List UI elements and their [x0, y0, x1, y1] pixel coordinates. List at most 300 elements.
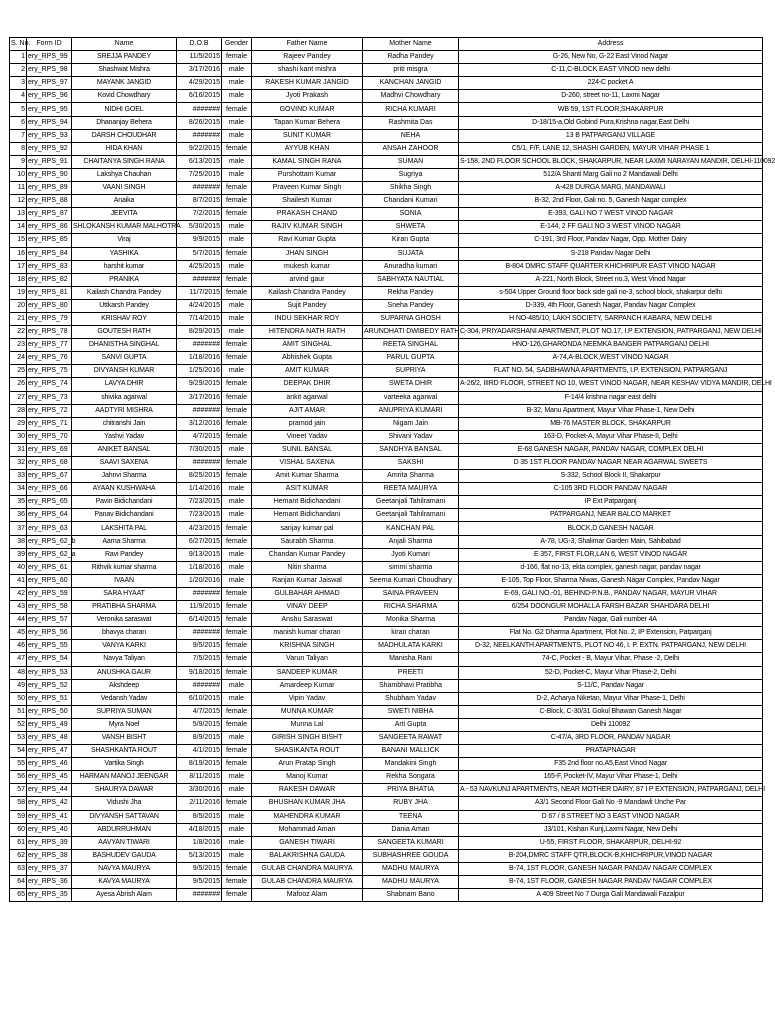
cell-dob[interactable]: 6/27/2015: [177, 535, 222, 548]
cell-dob[interactable]: 6/14/2015: [177, 614, 222, 627]
cell-name[interactable]: GOUTESH RATH: [72, 326, 177, 339]
cell-mother-name[interactable]: priti misgra: [363, 64, 459, 77]
cell-father-name[interactable]: JHAN SINGH: [252, 247, 363, 260]
cell-form-id[interactable]: ery_RPS_55: [27, 640, 72, 653]
cell-form-id[interactable]: ery_RPS_52: [27, 679, 72, 692]
cell-gender[interactable]: female: [222, 640, 252, 653]
cell-mother-name[interactable]: TEENA: [363, 810, 459, 823]
cell-address[interactable]: G-26, New No, G-22 East Vinod Nagar: [459, 51, 763, 64]
cell-mother-name[interactable]: RICHA KUMARI: [363, 103, 459, 116]
cell-dob[interactable]: 11/9/2015: [177, 601, 222, 614]
cell-mother-name[interactable]: Shambhavi Pratibha: [363, 679, 459, 692]
cell-sno[interactable]: 59: [10, 810, 27, 823]
cell-mother-name[interactable]: Rekha Songara: [363, 771, 459, 784]
cell-form-id[interactable]: ery_RPS_95: [27, 103, 72, 116]
cell-mother-name[interactable]: Shivani Yadav: [363, 430, 459, 443]
cell-address[interactable]: C-191, 3rd Floor, Pandav Nagar, Opp. Mother Dairy: [459, 234, 763, 247]
cell-gender[interactable]: female: [222, 627, 252, 640]
cell-father-name[interactable]: Chandan Kumar Pandey: [252, 548, 363, 561]
cell-form-id[interactable]: ery_RPS_83: [27, 260, 72, 273]
cell-mother-name[interactable]: Madhvi Chowdhary: [363, 90, 459, 103]
cell-address[interactable]: Delhi 110092: [459, 718, 763, 731]
cell-address[interactable]: 13 B PATPARGANJ VILLAGE: [459, 129, 763, 142]
cell-mother-name[interactable]: Chandani Kumari: [363, 195, 459, 208]
cell-gender[interactable]: female: [222, 758, 252, 771]
cell-address[interactable]: C5/1, F/F, LANE 12, SHASHI GARDEN, MAYUR VIHAR PHASE 1: [459, 142, 763, 155]
cell-form-id[interactable]: ery_RPS_69: [27, 443, 72, 456]
cell-sno[interactable]: 47: [10, 653, 27, 666]
cell-address[interactable]: A-428 DURGA MARG, MANDAWALI: [459, 182, 763, 195]
cell-form-id[interactable]: ery_RPS_50: [27, 705, 72, 718]
cell-gender[interactable]: male: [222, 823, 252, 836]
cell-gender[interactable]: female: [222, 142, 252, 155]
cell-address[interactable]: MB-76 MASTER BLOCK, SHAKARPUR: [459, 417, 763, 430]
cell-sno[interactable]: 14: [10, 221, 27, 234]
cell-form-id[interactable]: ery_RPS_38: [27, 849, 72, 862]
cell-sno[interactable]: 57: [10, 784, 27, 797]
cell-address[interactable]: D-2, Acharya Niketan, Mayur Vihar Phase-1, Delhi: [459, 692, 763, 705]
cell-father-name[interactable]: Ravi Kumar Gupta: [252, 234, 363, 247]
cell-dob[interactable]: 7/14/2015: [177, 312, 222, 325]
cell-form-id[interactable]: ery_RPS_63: [27, 522, 72, 535]
cell-father-name[interactable]: KAMAL SINGH RANA: [252, 155, 363, 168]
cell-name[interactable]: chitranshi Jain: [72, 417, 177, 430]
cell-father-name[interactable]: Mohammad Aman: [252, 823, 363, 836]
cell-form-id[interactable]: ery_RPS_73: [27, 391, 72, 404]
cell-gender[interactable]: male: [222, 574, 252, 587]
cell-dob[interactable]: 1/25/2016: [177, 365, 222, 378]
cell-dob[interactable]: 4/29/2015: [177, 77, 222, 90]
cell-name[interactable]: Aarna Sharma: [72, 535, 177, 548]
cell-mother-name[interactable]: Geetanjali Tahilramani: [363, 496, 459, 509]
cell-father-name[interactable]: Purshottam Kumar: [252, 168, 363, 181]
cell-dob[interactable]: 1/8/2016: [177, 836, 222, 849]
cell-name[interactable]: KRISHAV ROY: [72, 312, 177, 325]
cell-address[interactable]: 6/254 DOONGUR MOHALLA FARSH BAZAR SHAHDARA DELHI: [459, 601, 763, 614]
cell-dob[interactable]: #######: [177, 679, 222, 692]
cell-form-id[interactable]: ery_RPS_88: [27, 195, 72, 208]
cell-father-name[interactable]: GULBAHAR AHMAD: [252, 587, 363, 600]
cell-father-name[interactable]: ASIT KUMAR: [252, 483, 363, 496]
cell-gender[interactable]: female: [222, 535, 252, 548]
cell-name[interactable]: Vedansh Yadav: [72, 692, 177, 705]
cell-address[interactable]: E-105, Top Floor, Sharma Niwas, Ganesh Nagar Complex, Pandav Nagar: [459, 574, 763, 587]
cell-form-id[interactable]: ery_RPS_78: [27, 326, 72, 339]
cell-dob[interactable]: 4/25/2015: [177, 260, 222, 273]
cell-father-name[interactable]: RAJIV KUMAR SINGH: [252, 221, 363, 234]
cell-mother-name[interactable]: PREETI: [363, 666, 459, 679]
cell-name[interactable]: NAVYA MAURYA: [72, 862, 177, 875]
cell-form-id[interactable]: ery_RPS_47: [27, 745, 72, 758]
cell-mother-name[interactable]: Manisha Rani: [363, 653, 459, 666]
cell-gender[interactable]: male: [222, 326, 252, 339]
cell-sno[interactable]: 2: [10, 64, 27, 77]
cell-gender[interactable]: male: [222, 260, 252, 273]
cell-gender[interactable]: female: [222, 286, 252, 299]
cell-address[interactable]: d-166, flat no-13, ekta complex, ganesh nagar, pandav nagar: [459, 561, 763, 574]
cell-address[interactable]: 52-D, Pocket-C, Mayur Vihar Phase-2, Delhi: [459, 666, 763, 679]
cell-sno[interactable]: 28: [10, 404, 27, 417]
cell-mother-name[interactable]: simmi sharma: [363, 561, 459, 574]
cell-name[interactable]: NIDHI GOEL: [72, 103, 177, 116]
cell-form-id[interactable]: ery_RPS_71: [27, 417, 72, 430]
cell-dob[interactable]: 7/2/2015: [177, 208, 222, 221]
cell-mother-name[interactable]: RUBY JHA: [363, 797, 459, 810]
cell-address[interactable]: C-304, PRIYADARSHANI APARTMENT, PLOT NO.17, I.P EXTENSION, PATPARGANJ, NEW DELHI: [459, 326, 763, 339]
cell-address[interactable]: F35 2nd floor no.A5,East Vinod Nagar: [459, 758, 763, 771]
cell-name[interactable]: Navya Taliyan: [72, 653, 177, 666]
cell-form-id[interactable]: ery_RPS_68: [27, 457, 72, 470]
cell-form-id[interactable]: ery_RPS_45: [27, 771, 72, 784]
cell-father-name[interactable]: ankit agarwal: [252, 391, 363, 404]
cell-mother-name[interactable]: Geetanjali Tahilramani: [363, 509, 459, 522]
cell-dob[interactable]: 7/25/2015: [177, 168, 222, 181]
cell-address[interactable]: A3/1 Second Floor Gali No -9 Mandawli Unche Par: [459, 797, 763, 810]
cell-father-name[interactable]: GOVIND KUMAR: [252, 103, 363, 116]
cell-sno[interactable]: 21: [10, 312, 27, 325]
cell-form-id[interactable]: ery_RPS_40: [27, 823, 72, 836]
cell-name[interactable]: HARMAN MANOJ JEENGAR: [72, 771, 177, 784]
cell-dob[interactable]: 4/23/2015: [177, 522, 222, 535]
cell-address[interactable]: B-74, 1ST FLOOR, GANESH NAGAR PANDAV NAGAR COMPLEX: [459, 862, 763, 875]
cell-gender[interactable]: male: [222, 692, 252, 705]
cell-form-id[interactable]: ery_RPS_90: [27, 168, 72, 181]
cell-dob[interactable]: #######: [177, 587, 222, 600]
cell-name[interactable]: HIDA KHAN: [72, 142, 177, 155]
cell-father-name[interactable]: Arun Pratap Singh: [252, 758, 363, 771]
cell-gender[interactable]: male: [222, 312, 252, 325]
cell-sno[interactable]: 5: [10, 103, 27, 116]
cell-sno[interactable]: 65: [10, 889, 27, 902]
cell-mother-name[interactable]: PARUL GUPTA: [363, 352, 459, 365]
cell-name[interactable]: SANVI GUPTA: [72, 352, 177, 365]
cell-mother-name[interactable]: SUJATA: [363, 247, 459, 260]
cell-dob[interactable]: 9/5/2015: [177, 876, 222, 889]
cell-gender[interactable]: female: [222, 745, 252, 758]
cell-name[interactable]: Ayesa Abrish Alam: [72, 889, 177, 902]
cell-dob[interactable]: 9/5/2015: [177, 640, 222, 653]
cell-dob[interactable]: #######: [177, 182, 222, 195]
cell-mother-name[interactable]: SANGEETA KUMARI: [363, 836, 459, 849]
cell-mother-name[interactable]: Shubham Yadav: [363, 692, 459, 705]
cell-form-id[interactable]: ery_RPS_70: [27, 430, 72, 443]
cell-name[interactable]: DHANISTHA SINGHAL: [72, 339, 177, 352]
cell-sno[interactable]: 15: [10, 234, 27, 247]
cell-sno[interactable]: 62: [10, 849, 27, 862]
cell-dob[interactable]: 3/12/2016: [177, 417, 222, 430]
cell-mother-name[interactable]: ARUNDHATI DWIBEDY RATH: [363, 326, 459, 339]
cell-gender[interactable]: male: [222, 443, 252, 456]
cell-sno[interactable]: 17: [10, 260, 27, 273]
cell-gender[interactable]: female: [222, 889, 252, 902]
cell-mother-name[interactable]: MADHU MAURYA: [363, 876, 459, 889]
cell-form-id[interactable]: ery_RPS_60: [27, 574, 72, 587]
cell-address[interactable]: Pandav Nagar, Gali number 4A: [459, 614, 763, 627]
cell-address[interactable]: C-Block, C-30/31 Gokul Bhawan Ganesh Nagar: [459, 705, 763, 718]
cell-father-name[interactable]: Vipin Yadav: [252, 692, 363, 705]
cell-dob[interactable]: #######: [177, 103, 222, 116]
cell-name[interactable]: LAKSHITA PAL: [72, 522, 177, 535]
cell-name[interactable]: Pavin Bidichandani: [72, 496, 177, 509]
cell-sno[interactable]: 31: [10, 443, 27, 456]
cell-form-id[interactable]: ery_RPS_44: [27, 784, 72, 797]
cell-mother-name[interactable]: SWETA DHIR: [363, 378, 459, 391]
cell-address[interactable]: D-339, 4th Floor, Ganesh Nagar, Pandav Nagar Complex: [459, 299, 763, 312]
cell-dob[interactable]: 8/29/2015: [177, 326, 222, 339]
cell-father-name[interactable]: Munna Lal: [252, 718, 363, 731]
cell-mother-name[interactable]: Shabnam Bano: [363, 889, 459, 902]
cell-mother-name[interactable]: Kiran Gupta: [363, 234, 459, 247]
cell-sno[interactable]: 64: [10, 876, 27, 889]
cell-address[interactable]: E-144, 2 FF GALI NO 3 WEST VINOD NAGAR: [459, 221, 763, 234]
cell-name[interactable]: Anaika: [72, 195, 177, 208]
cell-gender[interactable]: male: [222, 679, 252, 692]
cell-name[interactable]: harshit kumar: [72, 260, 177, 273]
cell-father-name[interactable]: manish kumar charan: [252, 627, 363, 640]
cell-form-id[interactable]: ery_RPS_87: [27, 208, 72, 221]
cell-sno[interactable]: 6: [10, 116, 27, 129]
cell-mother-name[interactable]: SAINA PRAVEEN: [363, 587, 459, 600]
cell-dob[interactable]: #######: [177, 404, 222, 417]
cell-father-name[interactable]: Vineet Yadav: [252, 430, 363, 443]
cell-sno[interactable]: 23: [10, 339, 27, 352]
cell-dob[interactable]: 8/11/2015: [177, 771, 222, 784]
cell-father-name[interactable]: GULAB CHANDRA MAURYA: [252, 862, 363, 875]
cell-dob[interactable]: 5/9/2015: [177, 718, 222, 731]
cell-form-id[interactable]: ery_RPS_81: [27, 286, 72, 299]
cell-address[interactable]: D-260, street no-11, Laxmi Nagar: [459, 90, 763, 103]
cell-form-id[interactable]: ery_RPS_97: [27, 77, 72, 90]
cell-address[interactable]: BLOCK,D GANESH NAGAR: [459, 522, 763, 535]
cell-name[interactable]: Vartika Singh: [72, 758, 177, 771]
cell-father-name[interactable]: INDU SEKHAR ROY: [252, 312, 363, 325]
cell-mother-name[interactable]: MADHULATA KARKI: [363, 640, 459, 653]
cell-name[interactable]: Uttkarsh Pandey: [72, 299, 177, 312]
cell-dob[interactable]: 5/7/2015: [177, 247, 222, 260]
cell-father-name[interactable]: MAHENDRA KUMAR: [252, 810, 363, 823]
cell-gender[interactable]: female: [222, 430, 252, 443]
cell-name[interactable]: Akshdeep: [72, 679, 177, 692]
cell-address[interactable]: A 409 Street No 7 Durga Gali Mandawali Fazalpur: [459, 889, 763, 902]
cell-sno[interactable]: 37: [10, 522, 27, 535]
cell-form-id[interactable]: ery_RPS_82: [27, 273, 72, 286]
cell-address[interactable]: PRATAPNAGAR: [459, 745, 763, 758]
cell-dob[interactable]: 4/7/2015: [177, 705, 222, 718]
cell-form-id[interactable]: ery_RPS_77: [27, 339, 72, 352]
cell-sno[interactable]: 61: [10, 836, 27, 849]
cell-mother-name[interactable]: Anjali Sharma: [363, 535, 459, 548]
cell-father-name[interactable]: SUNIT KUMAR: [252, 129, 363, 142]
cell-form-id[interactable]: ery_RPS_54: [27, 653, 72, 666]
cell-sno[interactable]: 29: [10, 417, 27, 430]
cell-father-name[interactable]: SANDEEP KUMAR: [252, 666, 363, 679]
cell-gender[interactable]: female: [222, 457, 252, 470]
cell-mother-name[interactable]: SAKSHI: [363, 457, 459, 470]
cell-mother-name[interactable]: Amrita Sharma: [363, 470, 459, 483]
cell-name[interactable]: VANYA KARKI: [72, 640, 177, 653]
cell-form-id[interactable]: ery_RPS_67: [27, 470, 72, 483]
cell-name[interactable]: SHASHKANTA ROUT: [72, 745, 177, 758]
cell-name[interactable]: Shashwat Mishra: [72, 64, 177, 77]
cell-form-id[interactable]: ery_RPS_84: [27, 247, 72, 260]
cell-dob[interactable]: 8/9/2015: [177, 731, 222, 744]
cell-dob[interactable]: 11/5/2015: [177, 51, 222, 64]
cell-name[interactable]: Ravi Pandey: [72, 548, 177, 561]
cell-form-id[interactable]: ery_RPS_61: [27, 561, 72, 574]
cell-father-name[interactable]: DEEPAK DHIR: [252, 378, 363, 391]
cell-name[interactable]: bhavya charan: [72, 627, 177, 640]
cell-name[interactable]: AADTYRI MISHRA: [72, 404, 177, 417]
cell-mother-name[interactable]: SABHYATA NAUTIAL: [363, 273, 459, 286]
cell-name[interactable]: Jahnvi Sharma: [72, 470, 177, 483]
cell-mother-name[interactable]: KANCHAN JANGID: [363, 77, 459, 90]
cell-gender[interactable]: male: [222, 483, 252, 496]
cell-form-id[interactable]: ery_RPS_62_b: [27, 535, 72, 548]
cell-father-name[interactable]: shashi kant mishra: [252, 64, 363, 77]
cell-gender[interactable]: female: [222, 103, 252, 116]
cell-name[interactable]: AYAAN KUSHWAHA: [72, 483, 177, 496]
cell-dob[interactable]: #######: [177, 129, 222, 142]
cell-address[interactable]: FLAT NO. 54, SADBHAWNA APARTMENTS, I.P. EXTENSION, PATPARGANJ: [459, 365, 763, 378]
cell-name[interactable]: Veronika saraswat: [72, 614, 177, 627]
cell-mother-name[interactable]: NEHA: [363, 129, 459, 142]
cell-name[interactable]: CHAITANYA SINGH RANA: [72, 155, 177, 168]
cell-sno[interactable]: 45: [10, 627, 27, 640]
cell-father-name[interactable]: Manoj Kumar: [252, 771, 363, 784]
cell-sno[interactable]: 16: [10, 247, 27, 260]
cell-form-id[interactable]: ery_RPS_57: [27, 614, 72, 627]
cell-dob[interactable]: 8/5/2015: [177, 810, 222, 823]
cell-mother-name[interactable]: varteeka agarwal: [363, 391, 459, 404]
cell-address[interactable]: U-55, FIRST FLOOR, SHAKARPUR, DELHI-92: [459, 836, 763, 849]
cell-dob[interactable]: 7/23/2015: [177, 509, 222, 522]
cell-mother-name[interactable]: Arti Gupta: [363, 718, 459, 731]
cell-form-id[interactable]: ery_RPS_49: [27, 718, 72, 731]
cell-father-name[interactable]: pramod jain: [252, 417, 363, 430]
cell-form-id[interactable]: ery_RPS_79: [27, 312, 72, 325]
cell-name[interactable]: Yashvi Yadav: [72, 430, 177, 443]
cell-mother-name[interactable]: SANDHYA BANSAL: [363, 443, 459, 456]
cell-dob[interactable]: 5/30/2015: [177, 221, 222, 234]
cell-sno[interactable]: 8: [10, 142, 27, 155]
cell-mother-name[interactable]: Radha Pandey: [363, 51, 459, 64]
cell-father-name[interactable]: Mafooz Alam: [252, 889, 363, 902]
cell-name[interactable]: Dhananjay Behera: [72, 116, 177, 129]
cell-gender[interactable]: female: [222, 378, 252, 391]
cell-form-id[interactable]: ery_RPS_93: [27, 129, 72, 142]
cell-address[interactable]: B-74, 1ST FLOOR, GANESH NAGAR PANDAV NAGAR COMPLEX: [459, 876, 763, 889]
cell-dob[interactable]: 1/18/2016: [177, 561, 222, 574]
cell-dob[interactable]: 9/18/2015: [177, 666, 222, 679]
cell-form-id[interactable]: ery_RPS_64: [27, 509, 72, 522]
cell-address[interactable]: S-218 Pandav Nagar Delhi: [459, 247, 763, 260]
cell-name[interactable]: SHAURYA DAWAR: [72, 784, 177, 797]
cell-form-id[interactable]: ery_RPS_96: [27, 90, 72, 103]
cell-father-name[interactable]: Amit Kumar Sharma: [252, 470, 363, 483]
cell-sno[interactable]: 32: [10, 457, 27, 470]
cell-father-name[interactable]: BALAKRISHNA GAUDA: [252, 849, 363, 862]
cell-sno[interactable]: 43: [10, 601, 27, 614]
cell-mother-name[interactable]: SHWETA: [363, 221, 459, 234]
cell-form-id[interactable]: ery_RPS_92: [27, 142, 72, 155]
cell-mother-name[interactable]: SWETI NIBHA: [363, 705, 459, 718]
cell-dob[interactable]: 1/14/2016: [177, 483, 222, 496]
cell-dob[interactable]: 7/5/2015: [177, 653, 222, 666]
cell-mother-name[interactable]: KANCHAN PAL: [363, 522, 459, 535]
cell-address[interactable]: Flat No. G2 Dharma Apartment, Plot No. 2, IP Extension, Patparganj: [459, 627, 763, 640]
cell-gender[interactable]: male: [222, 509, 252, 522]
cell-gender[interactable]: female: [222, 797, 252, 810]
cell-father-name[interactable]: RAKESH KUMAR JANGID: [252, 77, 363, 90]
cell-form-id[interactable]: ery_RPS_35: [27, 889, 72, 902]
cell-gender[interactable]: female: [222, 470, 252, 483]
cell-address[interactable]: B-804 DMRC STAFF QUARTER KHICHRIPUR EAST VINOD NAGAR: [459, 260, 763, 273]
cell-name[interactable]: DARSH CHOUDHAR: [72, 129, 177, 142]
cell-name[interactable]: YASHIKA: [72, 247, 177, 260]
cell-gender[interactable]: male: [222, 221, 252, 234]
cell-gender[interactable]: male: [222, 771, 252, 784]
cell-address[interactable]: E-68 GANESH NAGAR, PANDAV NAGAR, COMPLEX DELHI: [459, 443, 763, 456]
cell-gender[interactable]: female: [222, 339, 252, 352]
cell-name[interactable]: AAVYAN TIWARI: [72, 836, 177, 849]
cell-form-id[interactable]: ery_RPS_39: [27, 836, 72, 849]
cell-form-id[interactable]: ery_RPS_41: [27, 810, 72, 823]
cell-dob[interactable]: 11/7/2015: [177, 286, 222, 299]
cell-address[interactable]: C-47/A, 3RD FLOOR, PANDAV NAGAR: [459, 731, 763, 744]
cell-name[interactable]: PRATIBHA SHARMA: [72, 601, 177, 614]
cell-gender[interactable]: male: [222, 849, 252, 862]
cell-name[interactable]: JEEVITA: [72, 208, 177, 221]
cell-gender[interactable]: female: [222, 208, 252, 221]
cell-mother-name[interactable]: SUBHASHREE GOUDA: [363, 849, 459, 862]
cell-father-name[interactable]: Tapan Kumar Behera: [252, 116, 363, 129]
cell-form-id[interactable]: ery_RPS_75: [27, 365, 72, 378]
cell-father-name[interactable]: AMIT SINGHAL: [252, 339, 363, 352]
cell-dob[interactable]: 7/30/2015: [177, 443, 222, 456]
cell-address[interactable]: E-393, GALI NO 7 WEST VINOD NAGAR: [459, 208, 763, 221]
cell-mother-name[interactable]: Jyoti Kumari: [363, 548, 459, 561]
cell-address[interactable]: D 67 / 8 STREET NO 3 EAST VINOD NAGAR: [459, 810, 763, 823]
cell-sno[interactable]: 18: [10, 273, 27, 286]
cell-father-name[interactable]: AYYUB KHAN: [252, 142, 363, 155]
cell-name[interactable]: DIVYANSH KUMAR: [72, 365, 177, 378]
cell-name[interactable]: Rithvik kumar sharma: [72, 561, 177, 574]
cell-sno[interactable]: 56: [10, 771, 27, 784]
cell-dob[interactable]: 6/16/2015: [177, 90, 222, 103]
cell-gender[interactable]: female: [222, 653, 252, 666]
cell-address[interactable]: E-69, GALI NO.-01, BEHIND-P.N.B., PANDAV NAGAR, MAYUR VIHAR: [459, 587, 763, 600]
cell-gender[interactable]: female: [222, 404, 252, 417]
cell-sno[interactable]: 42: [10, 587, 27, 600]
cell-name[interactable]: Viraj: [72, 234, 177, 247]
cell-father-name[interactable]: RAKESH DAWAR: [252, 784, 363, 797]
cell-father-name[interactable]: Hemant Bidichandani: [252, 496, 363, 509]
cell-address[interactable]: E 357, FIRST FLOR,LAN 6, WEST VINOD NAGAR: [459, 548, 763, 561]
cell-mother-name[interactable]: Rashmita Das: [363, 116, 459, 129]
cell-gender[interactable]: male: [222, 234, 252, 247]
cell-form-id[interactable]: ery_RPS_89: [27, 182, 72, 195]
cell-form-id[interactable]: ery_RPS_58: [27, 601, 72, 614]
cell-gender[interactable]: female: [222, 352, 252, 365]
cell-name[interactable]: Panav Bidichandani: [72, 509, 177, 522]
cell-gender[interactable]: female: [222, 273, 252, 286]
cell-father-name[interactable]: SUNIL BANSAL: [252, 443, 363, 456]
cell-sno[interactable]: 49: [10, 679, 27, 692]
cell-dob[interactable]: 9/22/2015: [177, 142, 222, 155]
cell-address[interactable]: S-11/C, Pandav Nagar: [459, 679, 763, 692]
cell-mother-name[interactable]: Shikha Singh: [363, 182, 459, 195]
cell-address[interactable]: C-11,C-BLOCK EAST VINOD new delhi: [459, 64, 763, 77]
